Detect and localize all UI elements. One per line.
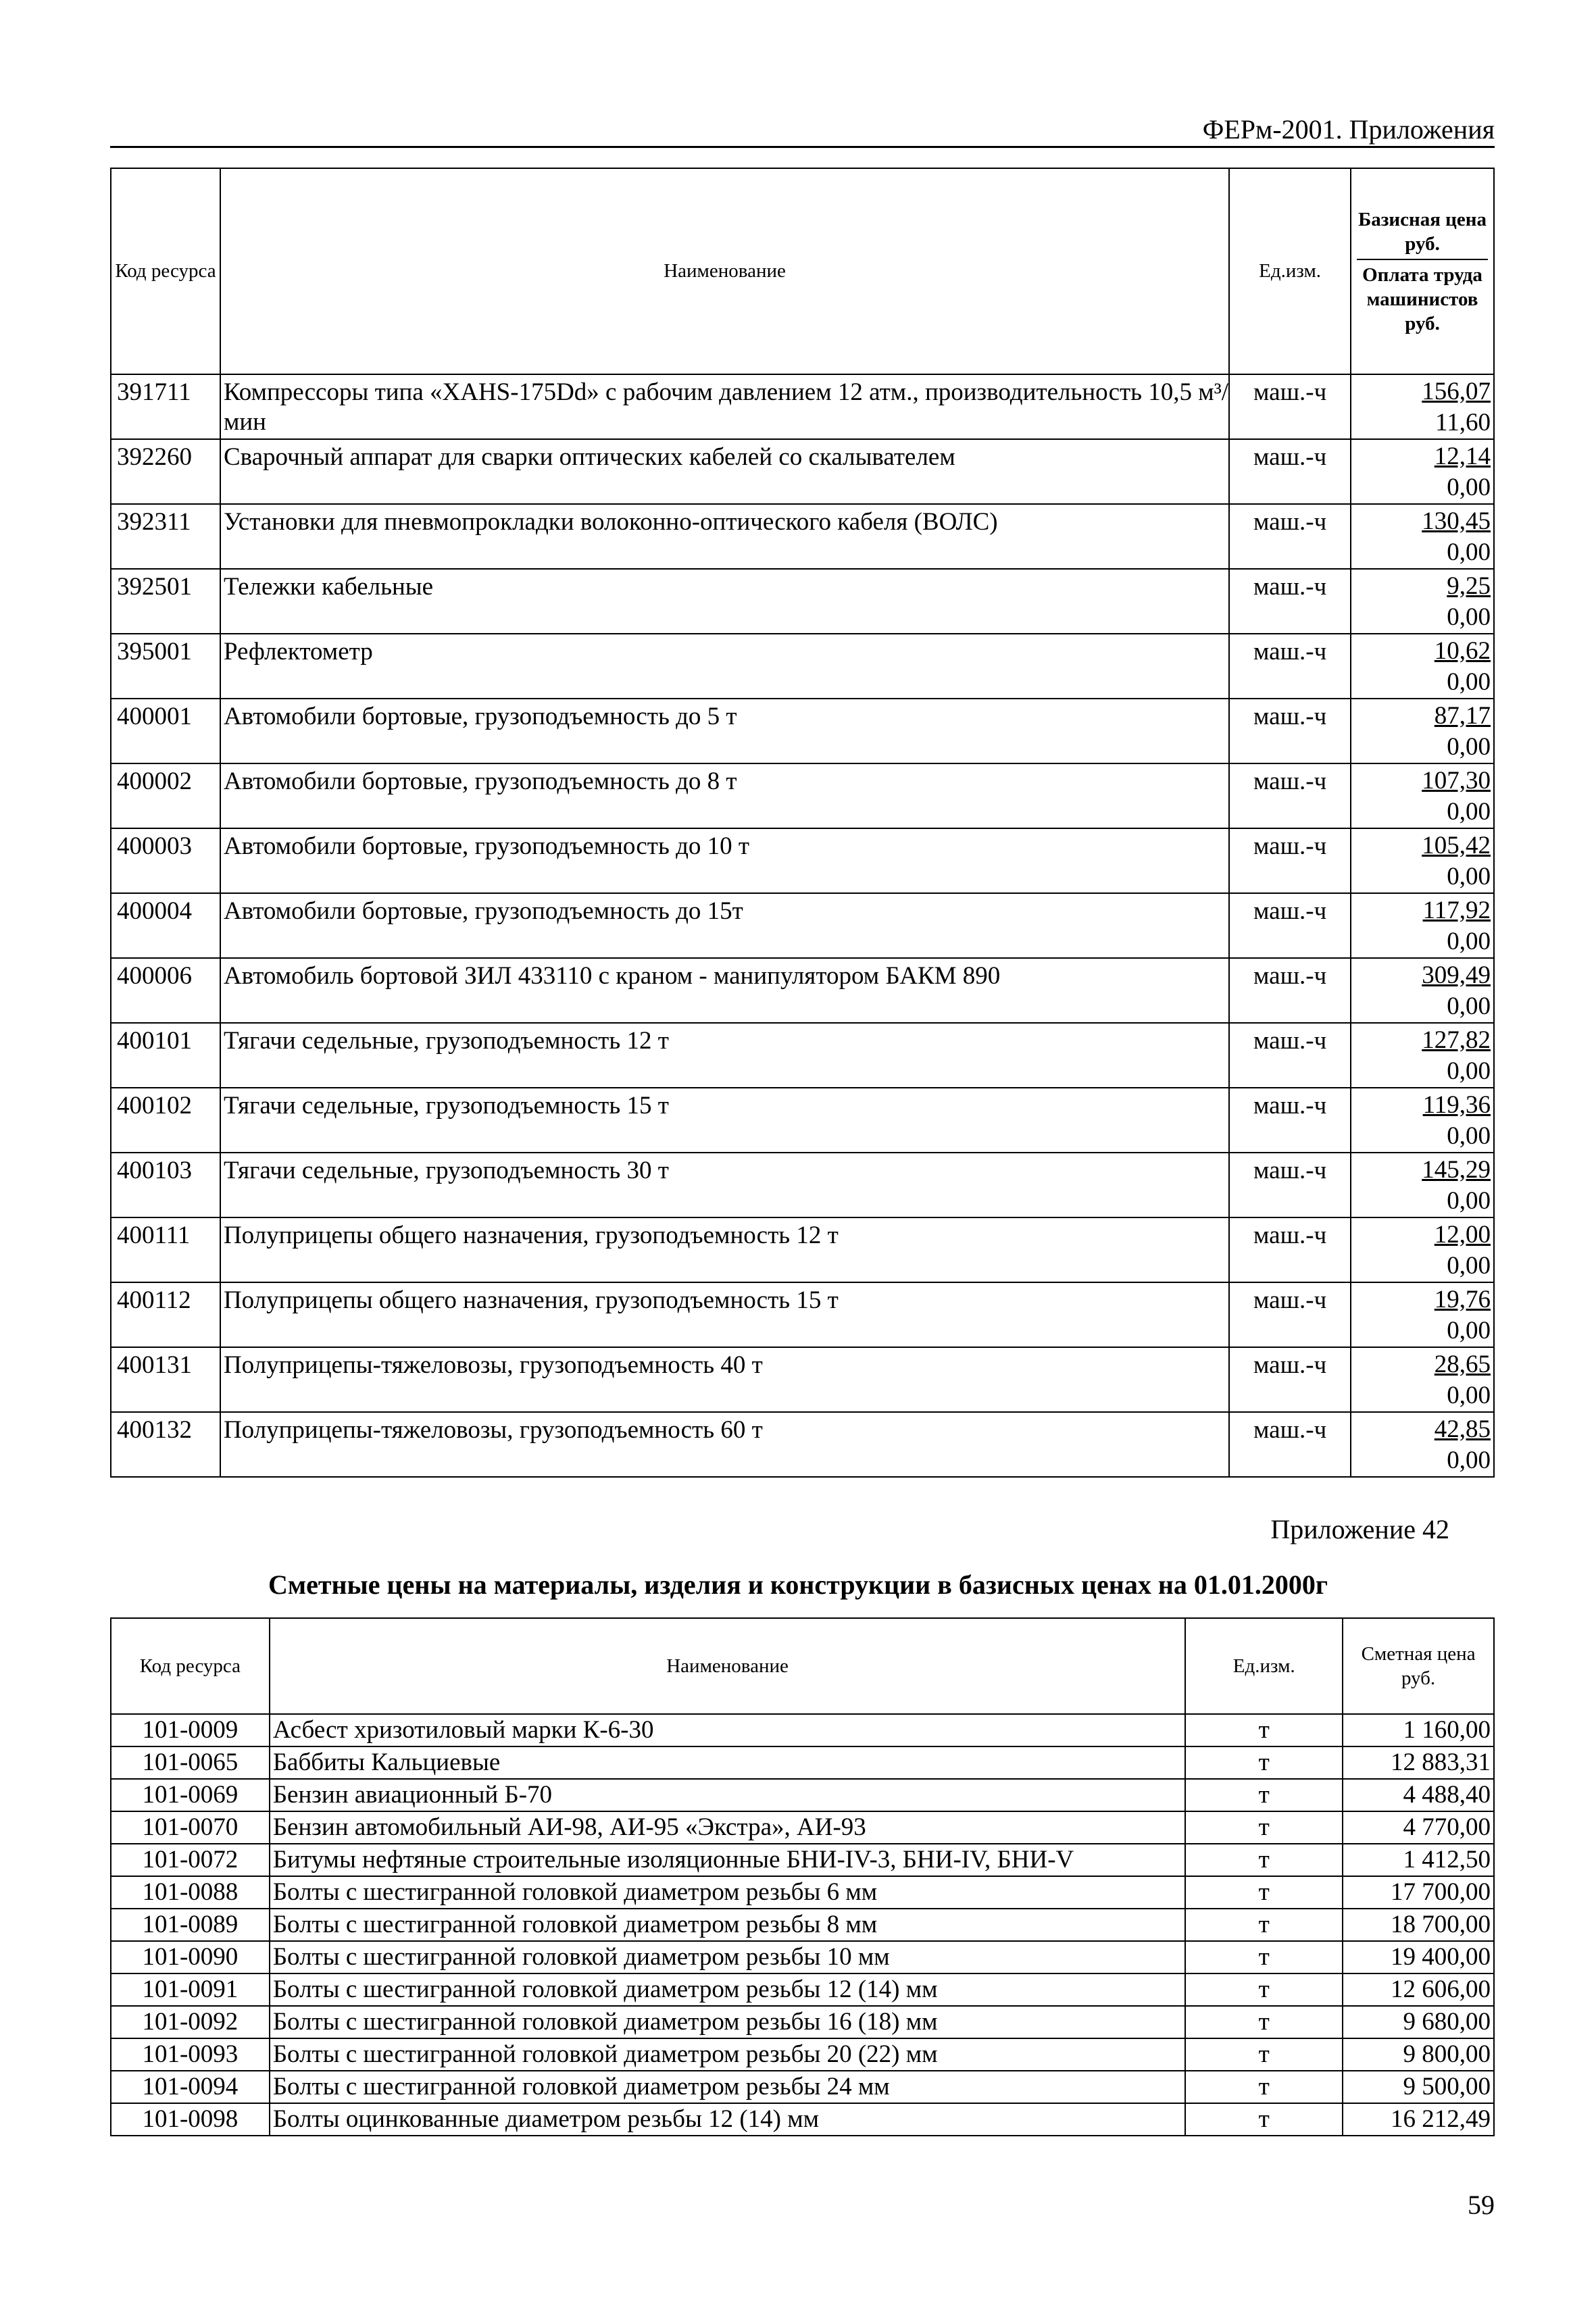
header-unit: Ед.изм. (1185, 1618, 1343, 1714)
machines-table-body (111, 374, 1494, 1477)
operator-labor-cost: 0,00 (1447, 1057, 1491, 1085)
resource-unit: маш.-ч (1229, 439, 1351, 504)
resource-price-cell (1351, 1023, 1494, 1088)
resource-name: Полуприцепы-тяжеловозы, грузоподъемность 40 т (220, 1347, 1229, 1412)
table-row (111, 763, 1494, 828)
header-price-bottom: Оплата труда машинистов руб. (1362, 263, 1482, 334)
resource-code: 400131 (111, 1347, 220, 1412)
base-price: 19,76 (1434, 1286, 1491, 1313)
header-price (1351, 168, 1494, 374)
resource-unit: маш.-ч (1229, 958, 1351, 1023)
resource-name: Автомобили бортовые, грузоподъемность до 10 т (220, 828, 1229, 893)
resource-code: 392260 (111, 439, 220, 504)
resource-price-cell (1351, 1217, 1494, 1282)
resource-code: 101-0094 (111, 2071, 270, 2103)
resource-name: Болты оцинкованные диаметром резьбы 12 (14) мм (270, 2103, 1186, 2136)
resource-price-cell (1351, 828, 1494, 893)
table-row (111, 1217, 1494, 1282)
table-row (111, 2103, 1494, 2136)
resource-unit: маш.-ч (1229, 374, 1351, 439)
resource-name: Тягачи седельные, грузоподъемность 12 т (220, 1023, 1229, 1088)
resource-unit: маш.-ч (1229, 1347, 1351, 1412)
table-row (111, 1347, 1494, 1412)
appendix-label: Приложение 42 (1270, 1514, 1449, 1544)
table-row (111, 1909, 1494, 1941)
header-name: Наименование (270, 1618, 1186, 1714)
base-price: 119,36 (1422, 1091, 1491, 1119)
resource-unit: т (1185, 2006, 1343, 2038)
resource-price: 9 500,00 (1343, 2071, 1494, 2103)
table-row (111, 439, 1494, 504)
operator-labor-cost: 11,60 (1435, 409, 1491, 436)
resource-price-cell (1351, 1088, 1494, 1153)
resource-unit: т (1185, 1844, 1343, 1876)
resource-code: 400111 (111, 1217, 220, 1282)
operator-labor-cost: 0,00 (1447, 668, 1491, 696)
resource-price-cell (1351, 634, 1494, 699)
section-title: Сметные цены на материалы, изделия и конструкции в базисных ценах на 01.01.2000г (268, 1569, 1328, 1600)
resource-name: Болты с шестигранной головкой диаметром резьбы 12 (14) мм (270, 1973, 1186, 2006)
resource-name: Тягачи седельные, грузоподъемность 15 т (220, 1088, 1229, 1153)
resource-code: 395001 (111, 634, 220, 699)
table-row (111, 1088, 1494, 1153)
resource-unit: маш.-ч (1229, 1282, 1351, 1347)
resource-code: 392501 (111, 569, 220, 634)
materials-table-header (111, 1618, 1494, 1714)
resource-unit: т (1185, 1876, 1343, 1909)
table-row (111, 1844, 1494, 1876)
page-number: 59 (1468, 2190, 1495, 2220)
resource-code: 101-0098 (111, 2103, 270, 2136)
table-row (111, 1153, 1494, 1217)
base-price: 42,85 (1434, 1415, 1491, 1443)
resource-name: Бензин автомобильный АИ-98, АИ-95 «Экстра», АИ-93 (270, 1811, 1186, 1844)
resource-unit: т (1185, 1909, 1343, 1941)
resource-unit: маш.-ч (1229, 1023, 1351, 1088)
resource-price: 1 412,50 (1343, 1844, 1494, 1876)
base-price: 145,29 (1422, 1156, 1491, 1184)
base-price: 9,25 (1447, 572, 1491, 600)
operator-labor-cost: 0,00 (1447, 1382, 1491, 1409)
resource-unit: т (1185, 1811, 1343, 1844)
base-price: 12,00 (1434, 1221, 1491, 1249)
resource-code: 101-0089 (111, 1909, 270, 1941)
resource-price-cell (1351, 1282, 1494, 1347)
base-price: 117,92 (1422, 897, 1491, 924)
resource-code: 101-0072 (111, 1844, 270, 1876)
header-name: Наименование (220, 168, 1229, 374)
resource-name: Битумы нефтяные строительные изоляционные БНИ-IV-3, БНИ-IV, БНИ-V (270, 1844, 1186, 1876)
resource-name: Асбест хризотиловый марки К-6-30 (270, 1714, 1186, 1746)
resource-name: Автомобили бортовые, грузоподъемность до 15т (220, 893, 1229, 958)
resource-name: Болты с шестигранной головкой диаметром резьбы 6 мм (270, 1876, 1186, 1909)
resource-code: 101-0065 (111, 1746, 270, 1779)
resource-code: 101-0088 (111, 1876, 270, 1909)
resource-name: Бензин авиационный Б-70 (270, 1779, 1186, 1811)
materials-table-body (111, 1714, 1494, 2136)
resource-name: Автомобили бортовые, грузоподъемность до 8 т (220, 763, 1229, 828)
table-row (111, 1779, 1494, 1811)
resource-price: 16 212,49 (1343, 2103, 1494, 2136)
operator-labor-cost: 0,00 (1447, 1317, 1491, 1344)
operator-labor-cost: 0,00 (1447, 1122, 1491, 1150)
resource-unit: маш.-ч (1229, 1412, 1351, 1477)
table-row (111, 569, 1494, 634)
resource-price: 12 606,00 (1343, 1973, 1494, 2006)
resource-unit: т (1185, 1714, 1343, 1746)
resource-unit: т (1185, 2071, 1343, 2103)
resource-code: 400103 (111, 1153, 220, 1217)
resource-price-cell (1351, 763, 1494, 828)
table-row (111, 1023, 1494, 1088)
base-price: 10,62 (1434, 637, 1491, 665)
resource-name: Тележки кабельные (220, 569, 1229, 634)
table-row (111, 1746, 1494, 1779)
table-row (111, 2006, 1494, 2038)
resource-code: 400001 (111, 699, 220, 763)
table-row (111, 1941, 1494, 1973)
operator-labor-cost: 0,00 (1447, 733, 1491, 761)
table-row (111, 828, 1494, 893)
resource-price: 19 400,00 (1343, 1941, 1494, 1973)
resource-price: 18 700,00 (1343, 1909, 1494, 1941)
resource-price-cell (1351, 699, 1494, 763)
resource-unit: т (1185, 2038, 1343, 2071)
operator-labor-cost: 0,00 (1447, 1447, 1491, 1474)
base-price: 309,49 (1422, 961, 1491, 989)
resource-code: 400006 (111, 958, 220, 1023)
resource-unit: маш.-ч (1229, 763, 1351, 828)
resource-name: Рефлектометр (220, 634, 1229, 699)
base-price: 105,42 (1422, 832, 1491, 859)
resource-unit: маш.-ч (1229, 569, 1351, 634)
base-price: 127,82 (1422, 1026, 1491, 1054)
resource-unit: т (1185, 1746, 1343, 1779)
resource-price: 4 770,00 (1343, 1811, 1494, 1844)
table-row (111, 1811, 1494, 1844)
resource-code: 391711 (111, 374, 220, 439)
resource-unit: маш.-ч (1229, 1217, 1351, 1282)
page-header-title: ФЕРм-2001. Приложения (1202, 114, 1495, 145)
resource-name: Автомобиль бортовой ЗИЛ 433110 с краном - манипулятором БАКМ 890 (220, 958, 1229, 1023)
resource-price: 9 680,00 (1343, 2006, 1494, 2038)
resource-unit: маш.-ч (1229, 893, 1351, 958)
resource-code: 400002 (111, 763, 220, 828)
table-row (111, 634, 1494, 699)
table-row (111, 374, 1494, 439)
resource-unit: маш.-ч (1229, 1153, 1351, 1217)
base-price: 12,14 (1434, 443, 1491, 470)
resource-name: Баббиты Кальциевые (270, 1746, 1186, 1779)
resource-price-cell (1351, 504, 1494, 569)
header-code: Код ресурса (111, 168, 220, 374)
header-code: Код ресурса (111, 1618, 270, 1714)
resource-name: Болты с шестигранной головкой диаметром резьбы 16 (18) мм (270, 2006, 1186, 2038)
resource-unit: маш.-ч (1229, 828, 1351, 893)
resource-code: 400112 (111, 1282, 220, 1347)
resource-price-cell (1351, 439, 1494, 504)
machines-table-header (111, 168, 1494, 374)
resource-code: 400102 (111, 1088, 220, 1153)
resource-code: 101-0093 (111, 2038, 270, 2071)
resource-price-cell (1351, 958, 1494, 1023)
resource-unit: т (1185, 2103, 1343, 2136)
resource-code: 400101 (111, 1023, 220, 1088)
operator-labor-cost: 0,00 (1447, 538, 1491, 566)
operator-labor-cost: 0,00 (1447, 992, 1491, 1020)
resource-name: Болты с шестигранной головкой диаметром резьбы 10 мм (270, 1941, 1186, 1973)
resource-code: 101-0070 (111, 1811, 270, 1844)
resource-unit: т (1185, 1779, 1343, 1811)
resource-name: Болты с шестигранной головкой диаметром резьбы 8 мм (270, 1909, 1186, 1941)
header-unit: Ед.изм. (1229, 168, 1351, 374)
resource-price-cell (1351, 1153, 1494, 1217)
resource-price: 9 800,00 (1343, 2038, 1494, 2071)
resource-code: 400003 (111, 828, 220, 893)
header-price-top: Базисная цена руб. (1358, 208, 1487, 255)
table-row (111, 1973, 1494, 2006)
machines-table (110, 168, 1495, 1478)
table-row (111, 1714, 1494, 1746)
resource-name: Установки для пневмопрокладки волоконно-оптического кабеля (ВОЛС) (220, 504, 1229, 569)
resource-name: Компрессоры типа «XAHS-175Dd» с рабочим давлением 12 атм., производительность 10,5 м³/мин (220, 374, 1229, 439)
table-row (111, 1876, 1494, 1909)
resource-unit: маш.-ч (1229, 1088, 1351, 1153)
resource-name: Полуприцепы общего назначения, грузоподъемность 12 т (220, 1217, 1229, 1282)
resource-unit: маш.-ч (1229, 699, 1351, 763)
operator-labor-cost: 0,00 (1447, 474, 1491, 501)
resource-name: Полуприцепы-тяжеловозы, грузоподъемность 60 т (220, 1412, 1229, 1477)
resource-code: 392311 (111, 504, 220, 569)
resource-price-cell (1351, 893, 1494, 958)
resource-name: Сварочный аппарат для сварки оптических кабелей со скалывателем (220, 439, 1229, 504)
resource-name: Тягачи седельные, грузоподъемность 30 т (220, 1153, 1229, 1217)
resource-code: 400004 (111, 893, 220, 958)
resource-price-cell (1351, 374, 1494, 439)
resource-name: Автомобили бортовые, грузоподъемность до 5 т (220, 699, 1229, 763)
resource-code: 101-0009 (111, 1714, 270, 1746)
resource-price-cell (1351, 1412, 1494, 1477)
table-row (111, 2071, 1494, 2103)
operator-labor-cost: 0,00 (1447, 928, 1491, 955)
header-price-separator (1357, 259, 1488, 260)
base-price: 156,07 (1422, 378, 1491, 405)
header-rule (110, 146, 1495, 148)
base-price: 130,45 (1422, 507, 1491, 535)
resource-code: 400132 (111, 1412, 220, 1477)
resource-unit: т (1185, 1941, 1343, 1973)
base-price: 28,65 (1434, 1351, 1491, 1378)
operator-labor-cost: 0,00 (1447, 863, 1491, 890)
resource-price: 12 883,31 (1343, 1746, 1494, 1779)
resource-price: 1 160,00 (1343, 1714, 1494, 1746)
resource-code: 101-0091 (111, 1973, 270, 2006)
header-price: Сметная цена руб. (1343, 1618, 1494, 1714)
materials-table (110, 1617, 1495, 2136)
resource-price-cell (1351, 1347, 1494, 1412)
resource-unit: маш.-ч (1229, 634, 1351, 699)
resource-price: 4 488,40 (1343, 1779, 1494, 1811)
table-row (111, 1282, 1494, 1347)
resource-code: 101-0090 (111, 1941, 270, 1973)
resource-price: 17 700,00 (1343, 1876, 1494, 1909)
resource-code: 101-0069 (111, 1779, 270, 1811)
operator-labor-cost: 0,00 (1447, 1252, 1491, 1280)
table-row (111, 1412, 1494, 1477)
resource-price-cell (1351, 569, 1494, 634)
base-price: 87,17 (1434, 702, 1491, 730)
resource-unit: маш.-ч (1229, 504, 1351, 569)
operator-labor-cost: 0,00 (1447, 798, 1491, 826)
table-row (111, 893, 1494, 958)
base-price: 107,30 (1422, 767, 1491, 795)
operator-labor-cost: 0,00 (1447, 1187, 1491, 1215)
resource-name: Болты с шестигранной головкой диаметром резьбы 20 (22) мм (270, 2038, 1186, 2071)
resource-name: Болты с шестигранной головкой диаметром резьбы 24 мм (270, 2071, 1186, 2103)
resource-name: Полуприцепы общего назначения, грузоподъемность 15 т (220, 1282, 1229, 1347)
resource-code: 101-0092 (111, 2006, 270, 2038)
operator-labor-cost: 0,00 (1447, 603, 1491, 631)
resource-unit: т (1185, 1973, 1343, 2006)
table-row (111, 2038, 1494, 2071)
table-row (111, 958, 1494, 1023)
table-row (111, 504, 1494, 569)
table-row (111, 699, 1494, 763)
